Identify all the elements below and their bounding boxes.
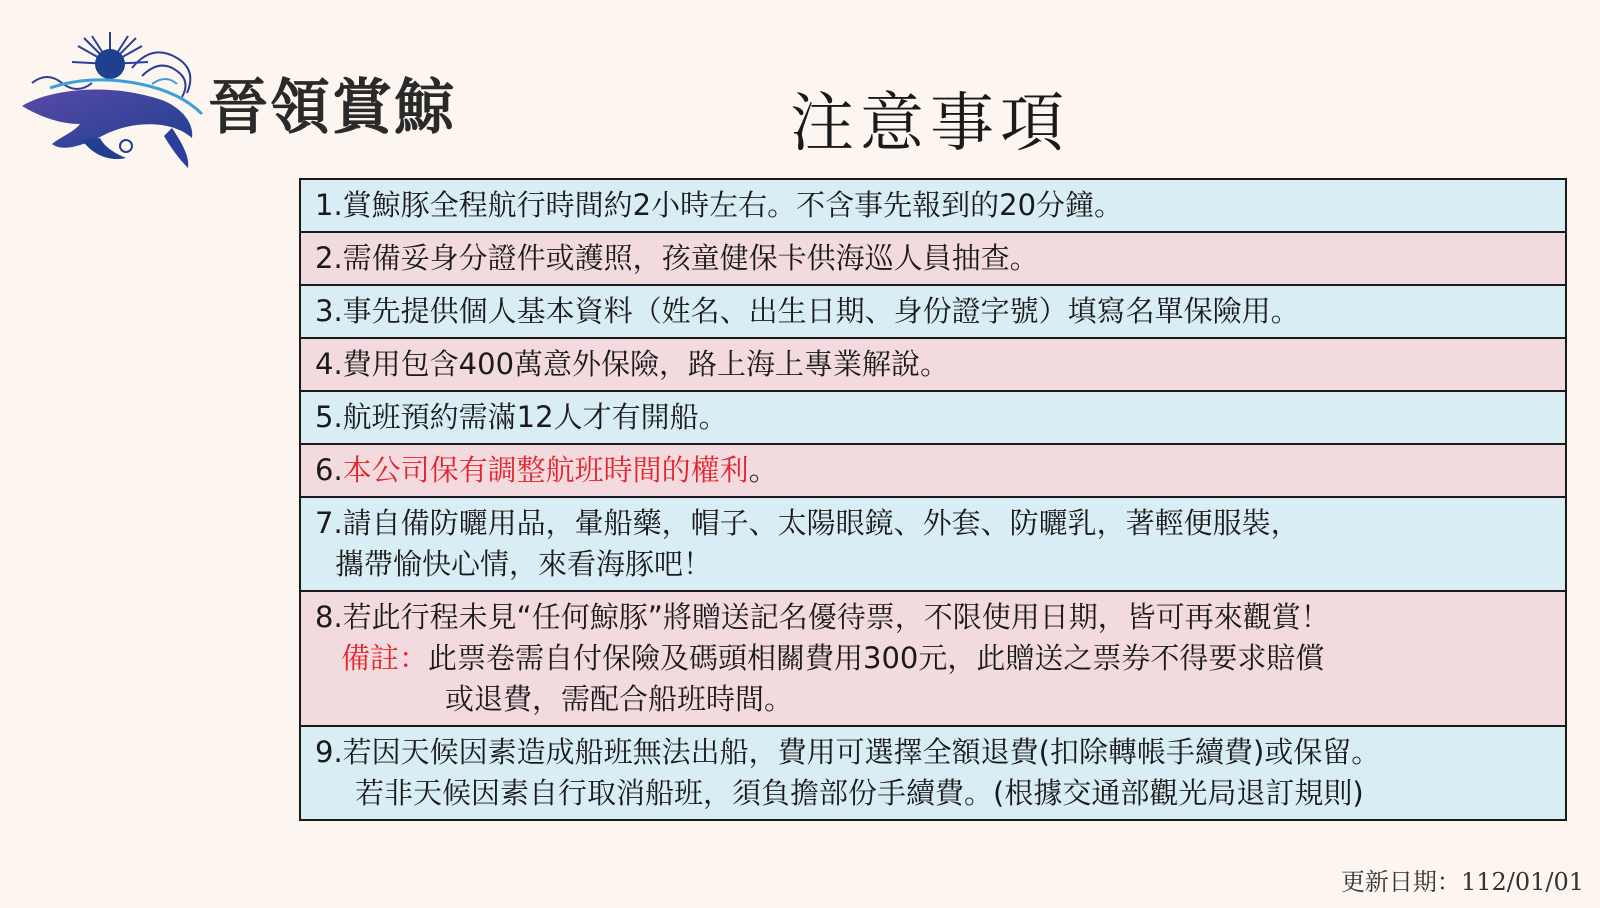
notice-text: 3.事先提供個人基本資料（姓名、出生日期、身份證字號）填寫名單保險用。 xyxy=(315,294,1300,328)
brand-name: 晉領賞鯨 xyxy=(208,73,456,143)
notice-text: 7.請自備防曬用品，暈船藥，帽子、太陽眼鏡、外套、防曬乳，著輕便服裝， xyxy=(315,506,1300,540)
notice-text-continued: 攜帶愉快心情，來看海豚吧！ xyxy=(335,547,713,581)
note-text-continued: 或退費，需配合船班時間。 xyxy=(445,682,794,716)
notice-text: 1.賞鯨豚全程航行時間約2小時左右。不含事先報到的20分鐘。 xyxy=(315,188,1124,222)
page-title: 注意事項 xyxy=(790,87,1070,161)
update-date-label: 更新日期： xyxy=(1340,868,1461,896)
whale-sun-wave-logo-icon xyxy=(22,28,212,180)
update-date xyxy=(1341,870,1584,894)
notice-text: 2.需備妥身分證件或護照，孩童健保卡供海巡人員抽查。 xyxy=(315,241,1039,275)
notice-suffix: 。 xyxy=(748,453,778,487)
notice-text: 8.若此行程未見“任何鯨豚”將贈送記名優待票，不限使用日期，皆可再來觀賞！ xyxy=(315,600,1330,634)
notice-item-3 xyxy=(301,286,1565,339)
notice-table xyxy=(299,178,1567,821)
notice-prefix: 6. xyxy=(315,453,343,487)
notice-item-6 xyxy=(301,445,1565,498)
notice-item-4 xyxy=(301,339,1565,392)
notice-text-continued: 若非天候因素自行取消船班，須負擔部份手續費。(根據交通部觀光局退訂規則) xyxy=(355,776,1364,810)
note-text: 此票卷需自付保險及碼頭相關費用300元，此贈送之票券不得要求賠償 xyxy=(428,641,1325,675)
notice-text: 5.航班預約需滿12人才有開船。 xyxy=(315,400,728,434)
notice-item-9 xyxy=(301,727,1565,819)
note-label: 備註： xyxy=(341,641,429,675)
update-date-value: 112/01/01 xyxy=(1460,868,1584,896)
notice-item-1 xyxy=(301,180,1565,233)
notice-text: 4.費用包含400萬意外保險，路上海上專業解說。 xyxy=(315,347,950,381)
notice-item-8 xyxy=(301,592,1565,727)
notice-item-7 xyxy=(301,498,1565,592)
notice-text: 9.若因天候因素造成船班無法出船，費用可選擇全額退費(扣除轉帳手續費)或保留。 xyxy=(315,735,1381,769)
note-line xyxy=(315,638,1551,679)
notice-item-2 xyxy=(301,233,1565,286)
notice-highlight-text: 本公司保有調整航班時間的權利 xyxy=(342,453,749,487)
notice-item-5 xyxy=(301,392,1565,445)
